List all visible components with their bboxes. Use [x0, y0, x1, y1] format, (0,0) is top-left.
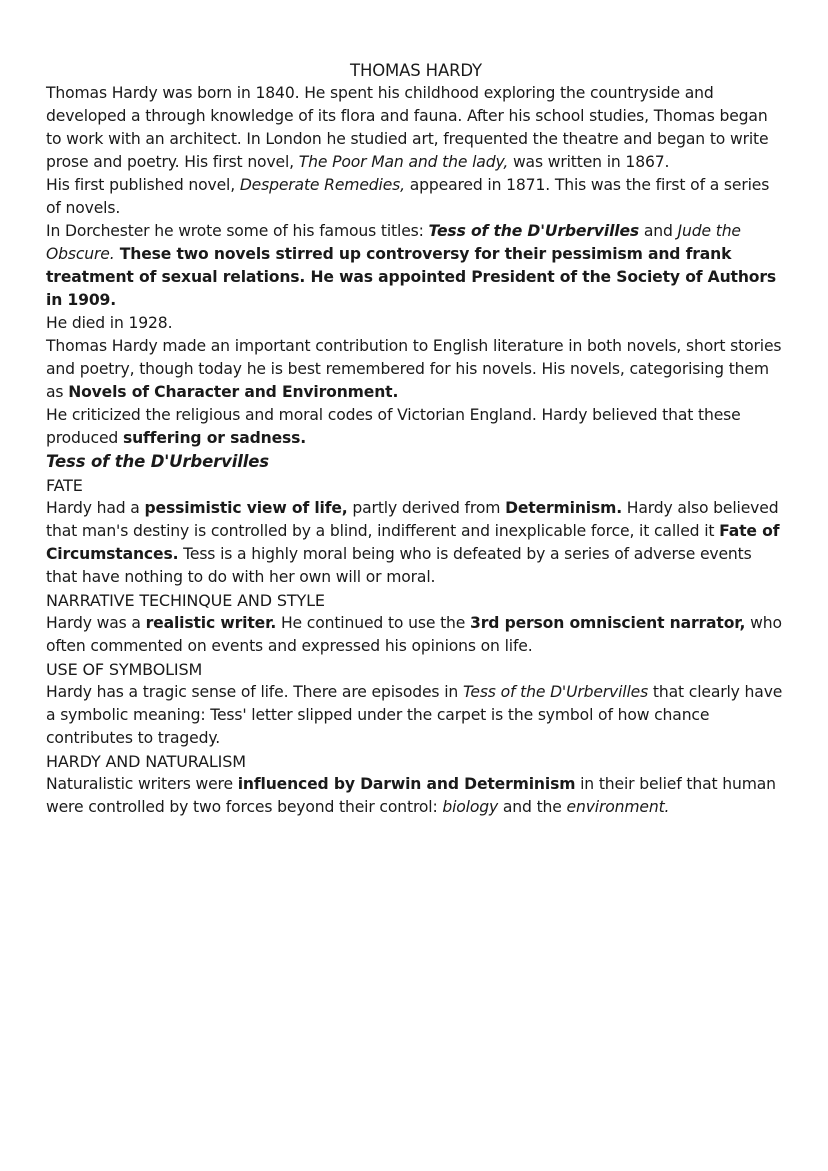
- intro-paragraph-contribution: [46, 335, 786, 404]
- novel-title-desperate-remedies: Desperate Remedies,: [239, 176, 405, 194]
- body-text: Hardy had a: [46, 499, 145, 517]
- body-text: Hardy has a tragic sense of life. There are episodes in: [46, 683, 463, 701]
- italic-text: environment.: [566, 798, 670, 816]
- intro-text: He criticized the religious and moral codes of Victorian England. Hardy believed that these produced: [46, 406, 741, 447]
- tess-heading: Tess of the D'Urbervilles: [46, 452, 269, 471]
- body-text: that clearly have a symbolic meaning: Tess' letter slipped under the carpet is the symbol of how chance contributes to tragedy.: [46, 683, 783, 747]
- body-text: in their belief that human were controlled by two forces beyond their control:: [46, 775, 776, 816]
- intro-bold-text: These two novels stirred up controversy for their pessimism and frank treatment of sexual relations. He was appointed President of the Society of Authors in 1909.: [46, 245, 777, 309]
- body-text: Naturalistic writers were: [46, 775, 238, 793]
- intro-text: was written in 1867.: [508, 153, 670, 171]
- intro-text: His first published novel,: [46, 176, 240, 194]
- bold-text: influenced by Darwin and Determinism: [237, 775, 576, 793]
- intro-text: Thomas Hardy was born in 1840. He spent his childhood exploring the countryside and developed a through knowledge of its flora and fauna. After his school studies, Thomas began to work with an architect. In London he studied art, frequented the theatre and began to write prose and poetry. His first novel,: [46, 84, 769, 171]
- symbolism-paragraph: [46, 681, 786, 750]
- body-text: who often commented on events and expressed his opinions on life.: [46, 614, 782, 655]
- bold-text: realistic writer.: [145, 614, 277, 632]
- intro-paragraph-criticism: [46, 404, 786, 450]
- naturalism-heading: HARDY AND NATURALISM: [46, 752, 246, 771]
- body-text: Hardy was a: [46, 614, 146, 632]
- naturalism-paragraph: [46, 773, 786, 819]
- narrative-heading: NARRATIVE TECHINQUE AND STYLE: [46, 591, 325, 610]
- novel-title-poor-man: The Poor Man and the lady,: [298, 153, 509, 171]
- novel-title-tess: Tess of the D'Urbervilles: [428, 222, 640, 240]
- intro-paragraph-death: He died in 1928.: [46, 314, 173, 332]
- symbolism-heading: USE OF SYMBOLISM: [46, 660, 203, 679]
- bold-text: Determinism.: [505, 499, 622, 517]
- intro-paragraph-published: [46, 174, 786, 220]
- document-page: [46, 59, 786, 819]
- novel-title-jude: Jude the Obscure.: [46, 222, 741, 263]
- intro-paragraph-birth: [46, 82, 786, 174]
- intro-text: and: [639, 222, 678, 240]
- bold-text: pessimistic view of life,: [144, 499, 348, 517]
- body-text: and the: [498, 798, 567, 816]
- page-title: THOMAS HARDY: [350, 61, 482, 80]
- body-text: partly derived from: [347, 499, 506, 517]
- bold-text: Fate of Circumstances.: [46, 522, 780, 563]
- intro-text: appeared in 1871. This was the first of a series of novels.: [46, 176, 770, 217]
- narrative-paragraph: [46, 612, 786, 658]
- italic-text: biology: [442, 798, 499, 816]
- intro-paragraph-dorchester: [46, 220, 786, 312]
- body-text: Hardy also believed that man's destiny is controlled by a blind, indifferent and inexplicable force, it called it: [46, 499, 779, 540]
- body-text: He continued to use the: [276, 614, 471, 632]
- intro-text: In Dorchester he wrote some of his famous titles:: [46, 222, 429, 240]
- italic-text: Tess of the D'Urbervilles: [462, 683, 649, 701]
- fate-paragraph: [46, 497, 786, 589]
- body-text: Tess is a highly moral being who is defeated by a series of adverse events that have nothing to do with her own will or moral.: [46, 545, 752, 586]
- intro-bold-text: Novels of Character and Environment.: [68, 383, 399, 401]
- fate-heading: FATE: [46, 476, 83, 495]
- intro-bold-text: suffering or sadness.: [122, 429, 307, 447]
- intro-text: Thomas Hardy made an important contribution to English literature in both novels, short stories and poetry, though today he is best remembered for his novels. His novels, categorising them as: [46, 337, 782, 401]
- bold-text: 3rd person omniscient narrator,: [470, 614, 746, 632]
